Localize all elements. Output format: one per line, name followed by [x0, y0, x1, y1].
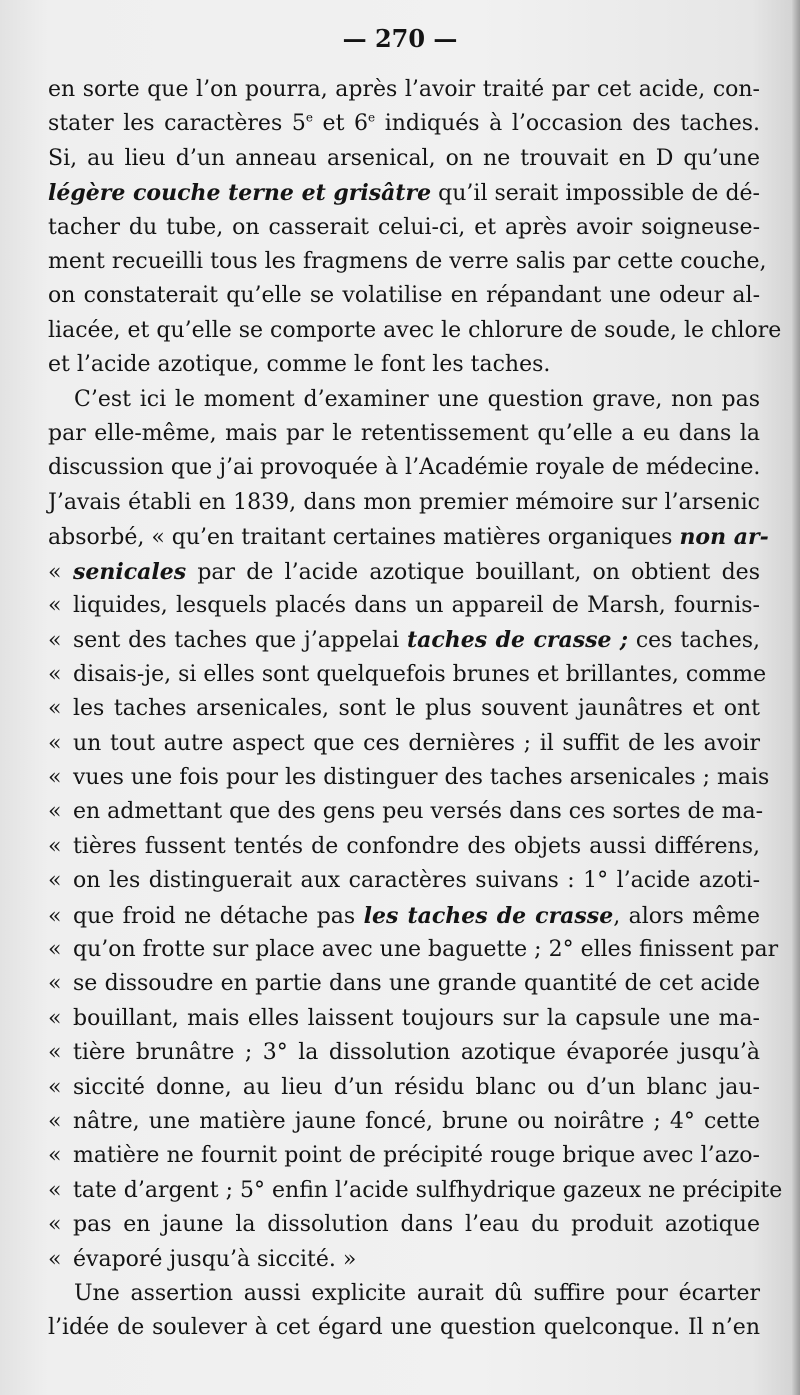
text-line: discussion que j’ai provoquée à l’Académie royale de médecine.: [48, 455, 761, 481]
quote-mark: «: [48, 868, 62, 894]
text-line: on constaterait qu’elle se volatilise en répandant une odeur al-: [48, 283, 760, 309]
text-line: ment recueilli tous les fragmens de verre salis par cette couche,: [48, 249, 767, 274]
quote-mark: «: [48, 903, 62, 929]
text-line: « disais-je, si elles sont quelquefois brunes et brillantes, comme: [48, 658, 760, 692]
quote-mark: «: [48, 593, 62, 618]
text-line: liacée, et qu’elle se comporte avec le chlorure de soude, le chlore: [48, 317, 782, 343]
text-line: « pas en jaune la dissolution dans l’eau du produit azotique: [48, 1208, 760, 1242]
text-line: par elle-même, mais par le retentissement qu’elle a eu dans la: [48, 421, 760, 446]
text-line: « évaporé jusqu’à siccité. »: [48, 1243, 760, 1277]
text-line: « qu’on frotte sur place avec une baguette ; 2° elles finissent par: [48, 933, 760, 967]
text-line: « les taches arsenicales, sont le plus souvent jaunâtres et ont: [48, 692, 760, 726]
text-line: tacher du tube, on casserait celui-ci, et après avoir soigneuse-: [48, 214, 760, 240]
quote-mark: «: [48, 799, 62, 825]
quote-mark: «: [48, 765, 62, 790]
text-line: « que froid ne détache pas les taches de crasse, alors même: [48, 899, 760, 933]
quote-mark: «: [48, 937, 62, 962]
quote-mark: «: [48, 1109, 62, 1134]
quote-mark: «: [48, 559, 62, 585]
text-line: « un tout autre aspect que ces dernières ; il suffit de les avoir: [48, 727, 760, 761]
quote-mark: «: [48, 1246, 62, 1272]
text-line: « vues une fois pour les distinguer des taches arsenicales ; mais: [48, 761, 760, 795]
quote-mark: «: [48, 1005, 62, 1031]
quote-mark: «: [48, 628, 62, 654]
text-line: « nâtre, une matière jaune foncé, brune ou noirâtre ; 4° cette: [48, 1105, 760, 1139]
quote-mark: «: [48, 1040, 62, 1066]
text-line: « matière ne fournit point de précipité rouge brique avec l’azo-: [48, 1139, 760, 1173]
quote-mark: «: [48, 661, 62, 687]
quote-mark: «: [48, 696, 62, 722]
text-line: « senicales par de l’acide azotique bouillant, on obtient des: [48, 555, 760, 589]
quote-mark: «: [48, 730, 62, 756]
text-line: absorbé, « qu’en traitant certaines matières organiques non ar-: [48, 524, 769, 551]
text-line: « en admettant que des gens peu versés dans ces sortes de ma-: [48, 795, 760, 829]
text-line: « tate d’argent ; 5° enfin l’acide sulfhydrique gazeux ne précipite: [48, 1174, 760, 1208]
quote-mark: «: [48, 1177, 62, 1203]
text-line: « liquides, lesquels placés dans un appareil de Marsh, fournis-: [48, 589, 760, 623]
quote-mark: «: [48, 1074, 62, 1100]
page-edge-shadow: [792, 0, 800, 1395]
text-line: « tière brunâtre ; 3° la dissolution azotique évaporée jusqu’à: [48, 1036, 760, 1070]
quote-mark: «: [48, 1143, 62, 1169]
text-line: stater les caractères 5e et 6e indiqués à l’occasion des taches.: [48, 111, 761, 137]
page-number-header: — 270 —: [342, 24, 458, 53]
text-line: « tières fussent tentés de confondre des objets aussi différens,: [48, 830, 760, 864]
text-line: légère couche terne et grisâtre qu’il serait impossible de dé-: [48, 180, 760, 207]
text-line: J’avais établi en 1839, dans mon premier mémoire sur l’arsenic: [48, 489, 760, 515]
quote-mark: «: [48, 1212, 62, 1238]
text-line: « bouillant, mais elles laissent toujours sur la capsule une ma-: [48, 1002, 760, 1036]
text-line: « on les distinguerait aux caractères suivans : 1° l’acide azoti-: [48, 864, 760, 898]
text-line: Une assertion aussi explicite aurait dû suffire pour écarter: [74, 1281, 760, 1306]
text-line: C’est ici le moment d’examiner une question grave, non pas: [74, 386, 760, 412]
text-line: « sent des taches que j’appelai taches de crasse ; ces taches,: [48, 623, 760, 657]
text-line: en sorte que l’on pourra, après l’avoir traité par cet acide, con-: [48, 77, 760, 102]
text-line: « se dissoudre en partie dans une grande quantité de cet acide: [48, 967, 760, 1001]
quote-mark: «: [48, 971, 62, 997]
text-line: et l’acide azotique, comme le font les taches.: [48, 352, 551, 378]
text-line: « siccité donne, au lieu d’un résidu blanc ou d’un blanc jau-: [48, 1071, 760, 1105]
text-line: Si, au lieu d’un anneau arsenical, on ne trouvait en D qu’une: [48, 145, 760, 171]
quote-mark: «: [48, 833, 62, 859]
text-line: l’idée de soulever à cet égard une question quelconque. Il n’en: [48, 1315, 760, 1341]
